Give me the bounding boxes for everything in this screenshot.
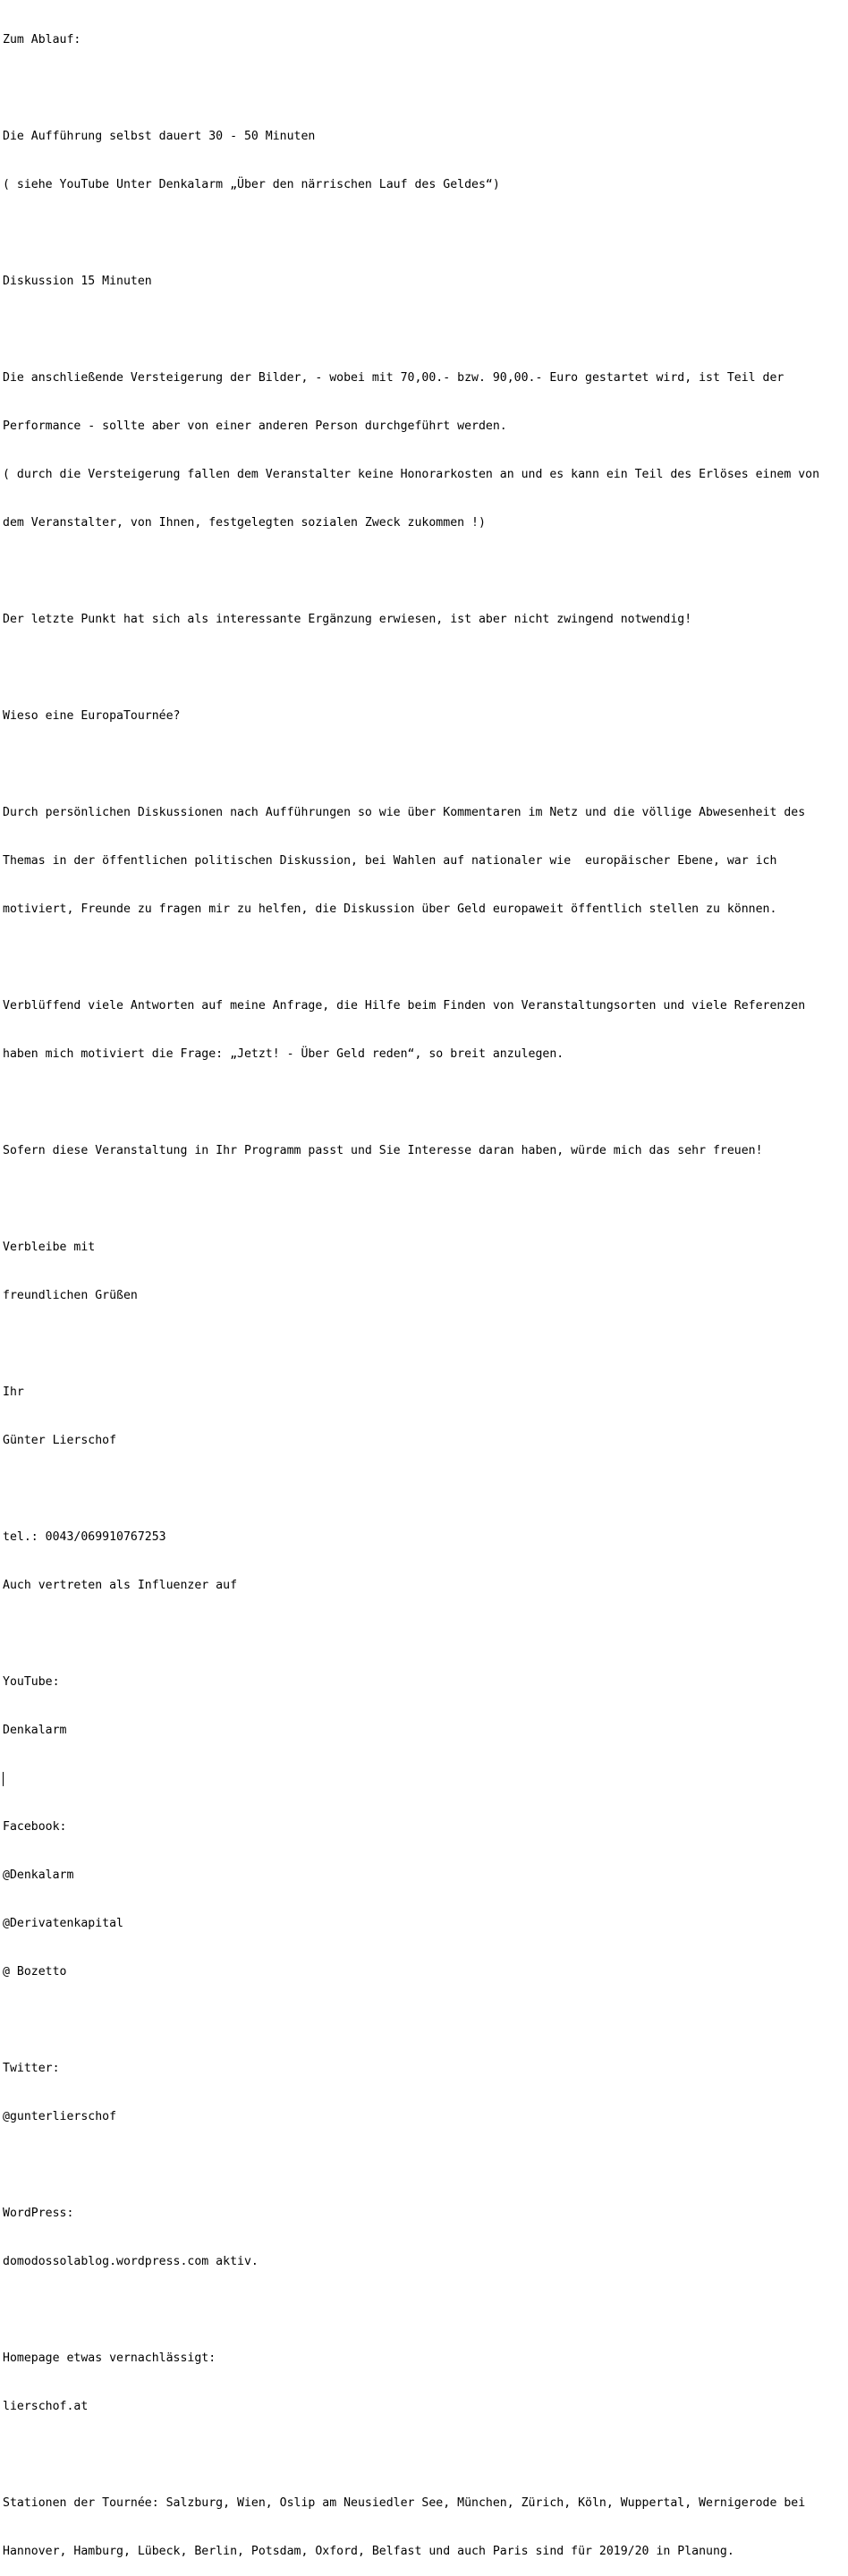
text-line: Verblüffend viele Antworten auf meine Anfrage, die Hilfe beim Finden von Veranstaltungsorten und viele Referenzen xyxy=(3,999,806,1013)
text-line xyxy=(3,2302,844,2318)
text-line: WordPress: xyxy=(3,2207,74,2220)
text-line xyxy=(3,2157,844,2174)
text-line xyxy=(3,1191,844,1208)
text-line: Wieso eine EuropaTournée? xyxy=(3,709,181,723)
text-line xyxy=(3,225,844,242)
text-line xyxy=(3,2447,844,2463)
text-line: YouTube: xyxy=(3,1675,60,1689)
text-line: Die anschließende Versteigerung der Bilder, - wobei mit 70,00.- bzw. 90,00.- Euro gestartet wird, ist Teil der xyxy=(3,371,784,385)
text-line xyxy=(3,1626,844,1642)
text-line: freundlichen Grüßen xyxy=(3,1289,138,1302)
text-line: Ihr xyxy=(3,1385,24,1399)
text-editor-document[interactable] xyxy=(3,0,844,2558)
text-line: @ Bozetto xyxy=(3,1965,67,1979)
text-line xyxy=(3,660,844,676)
text-line xyxy=(3,322,844,338)
text-line: Auch vertreten als Influenzer auf xyxy=(3,1579,238,1592)
text-line xyxy=(3,757,844,773)
text-line: Verbleibe mit xyxy=(3,1241,96,1254)
text-line: @Denkalarm xyxy=(3,1868,74,1882)
text-line xyxy=(3,1095,844,1111)
text-line: Günter Lierschof xyxy=(3,1434,117,1447)
text-line: Sofern diese Veranstaltung in Ihr Programm passt und Sie Interesse daran haben, würde mich das sehr freuen! xyxy=(3,1144,763,1157)
text-line: ( durch die Versteigerung fallen dem Veranstalter keine Honorarkosten an und es kann ein Teil des Erlöses einem von xyxy=(3,468,820,481)
text-line: Performance - sollte aber von einer anderen Person durchgeführt werden. xyxy=(3,419,507,433)
text-line: Homepage etwas vernachlässigt: xyxy=(3,2351,216,2365)
text-line: Der letzte Punkt hat sich als interessante Ergänzung erwiesen, ist aber nicht zwingend notwendig! xyxy=(3,613,692,626)
text-line: haben mich motiviert die Frage: „Jetzt! - Über Geld reden“, so breit anzulegen. xyxy=(3,1047,564,1061)
text-line-cursor[interactable] xyxy=(3,1771,844,1787)
text-line: @gunterlierschof xyxy=(3,2110,117,2123)
text-line: Zum Ablauf: xyxy=(3,33,81,47)
text-line: Twitter: xyxy=(3,2062,60,2075)
text-line: motiviert, Freunde zu fragen mir zu helfen, die Diskussion über Geld europaweit öffentlich stellen zu können. xyxy=(3,902,777,916)
text-line: dem Veranstalter, von Ihnen, festgelegten sozialen Zweck zukommen !) xyxy=(3,516,486,530)
text-line: Stationen der Tournée: Salzburg, Wien, Oslip am Neusiedler See, München, Zürich, Köln, Wuppertal, Wernigerode bei xyxy=(3,2496,806,2510)
text-line xyxy=(3,1336,844,1352)
text-line: domodossolablog.wordpress.com aktiv. xyxy=(3,2255,259,2268)
text-line: Diskussion 15 Minuten xyxy=(3,275,152,288)
text-line: lierschof.at xyxy=(3,2400,89,2413)
text-line: Hannover, Hamburg, Lübeck, Berlin, Potsdam, Oxford, Belfast und auch Paris sind für 2019/20 in Planung. xyxy=(3,2545,734,2558)
text-line: Durch persönlichen Diskussionen nach Aufführungen so wie über Kommentaren im Netz und die völlige Abwesenheit des xyxy=(3,806,806,819)
text-line xyxy=(3,950,844,966)
text-line: Die Aufführung selbst dauert 30 - 50 Minuten xyxy=(3,130,316,143)
text-line: Facebook: xyxy=(3,1820,67,1834)
text-line: ( siehe YouTube Unter Denkalarm „Über den närrischen Lauf des Geldes“) xyxy=(3,178,500,191)
text-line xyxy=(3,80,844,97)
text-line xyxy=(3,1481,844,1497)
text-line xyxy=(3,2012,844,2029)
text-line: @Derivatenkapital xyxy=(3,1917,123,1930)
text-line: Themas in der öffentlichen politischen Diskussion, bei Wahlen auf nationaler wie europäischer Ebene, war ich xyxy=(3,854,777,868)
text-line: tel.: 0043/069910767253 xyxy=(3,1530,166,1544)
text-line: Denkalarm xyxy=(3,1724,67,1737)
text-line xyxy=(3,564,844,580)
text-cursor xyxy=(3,1772,4,1786)
